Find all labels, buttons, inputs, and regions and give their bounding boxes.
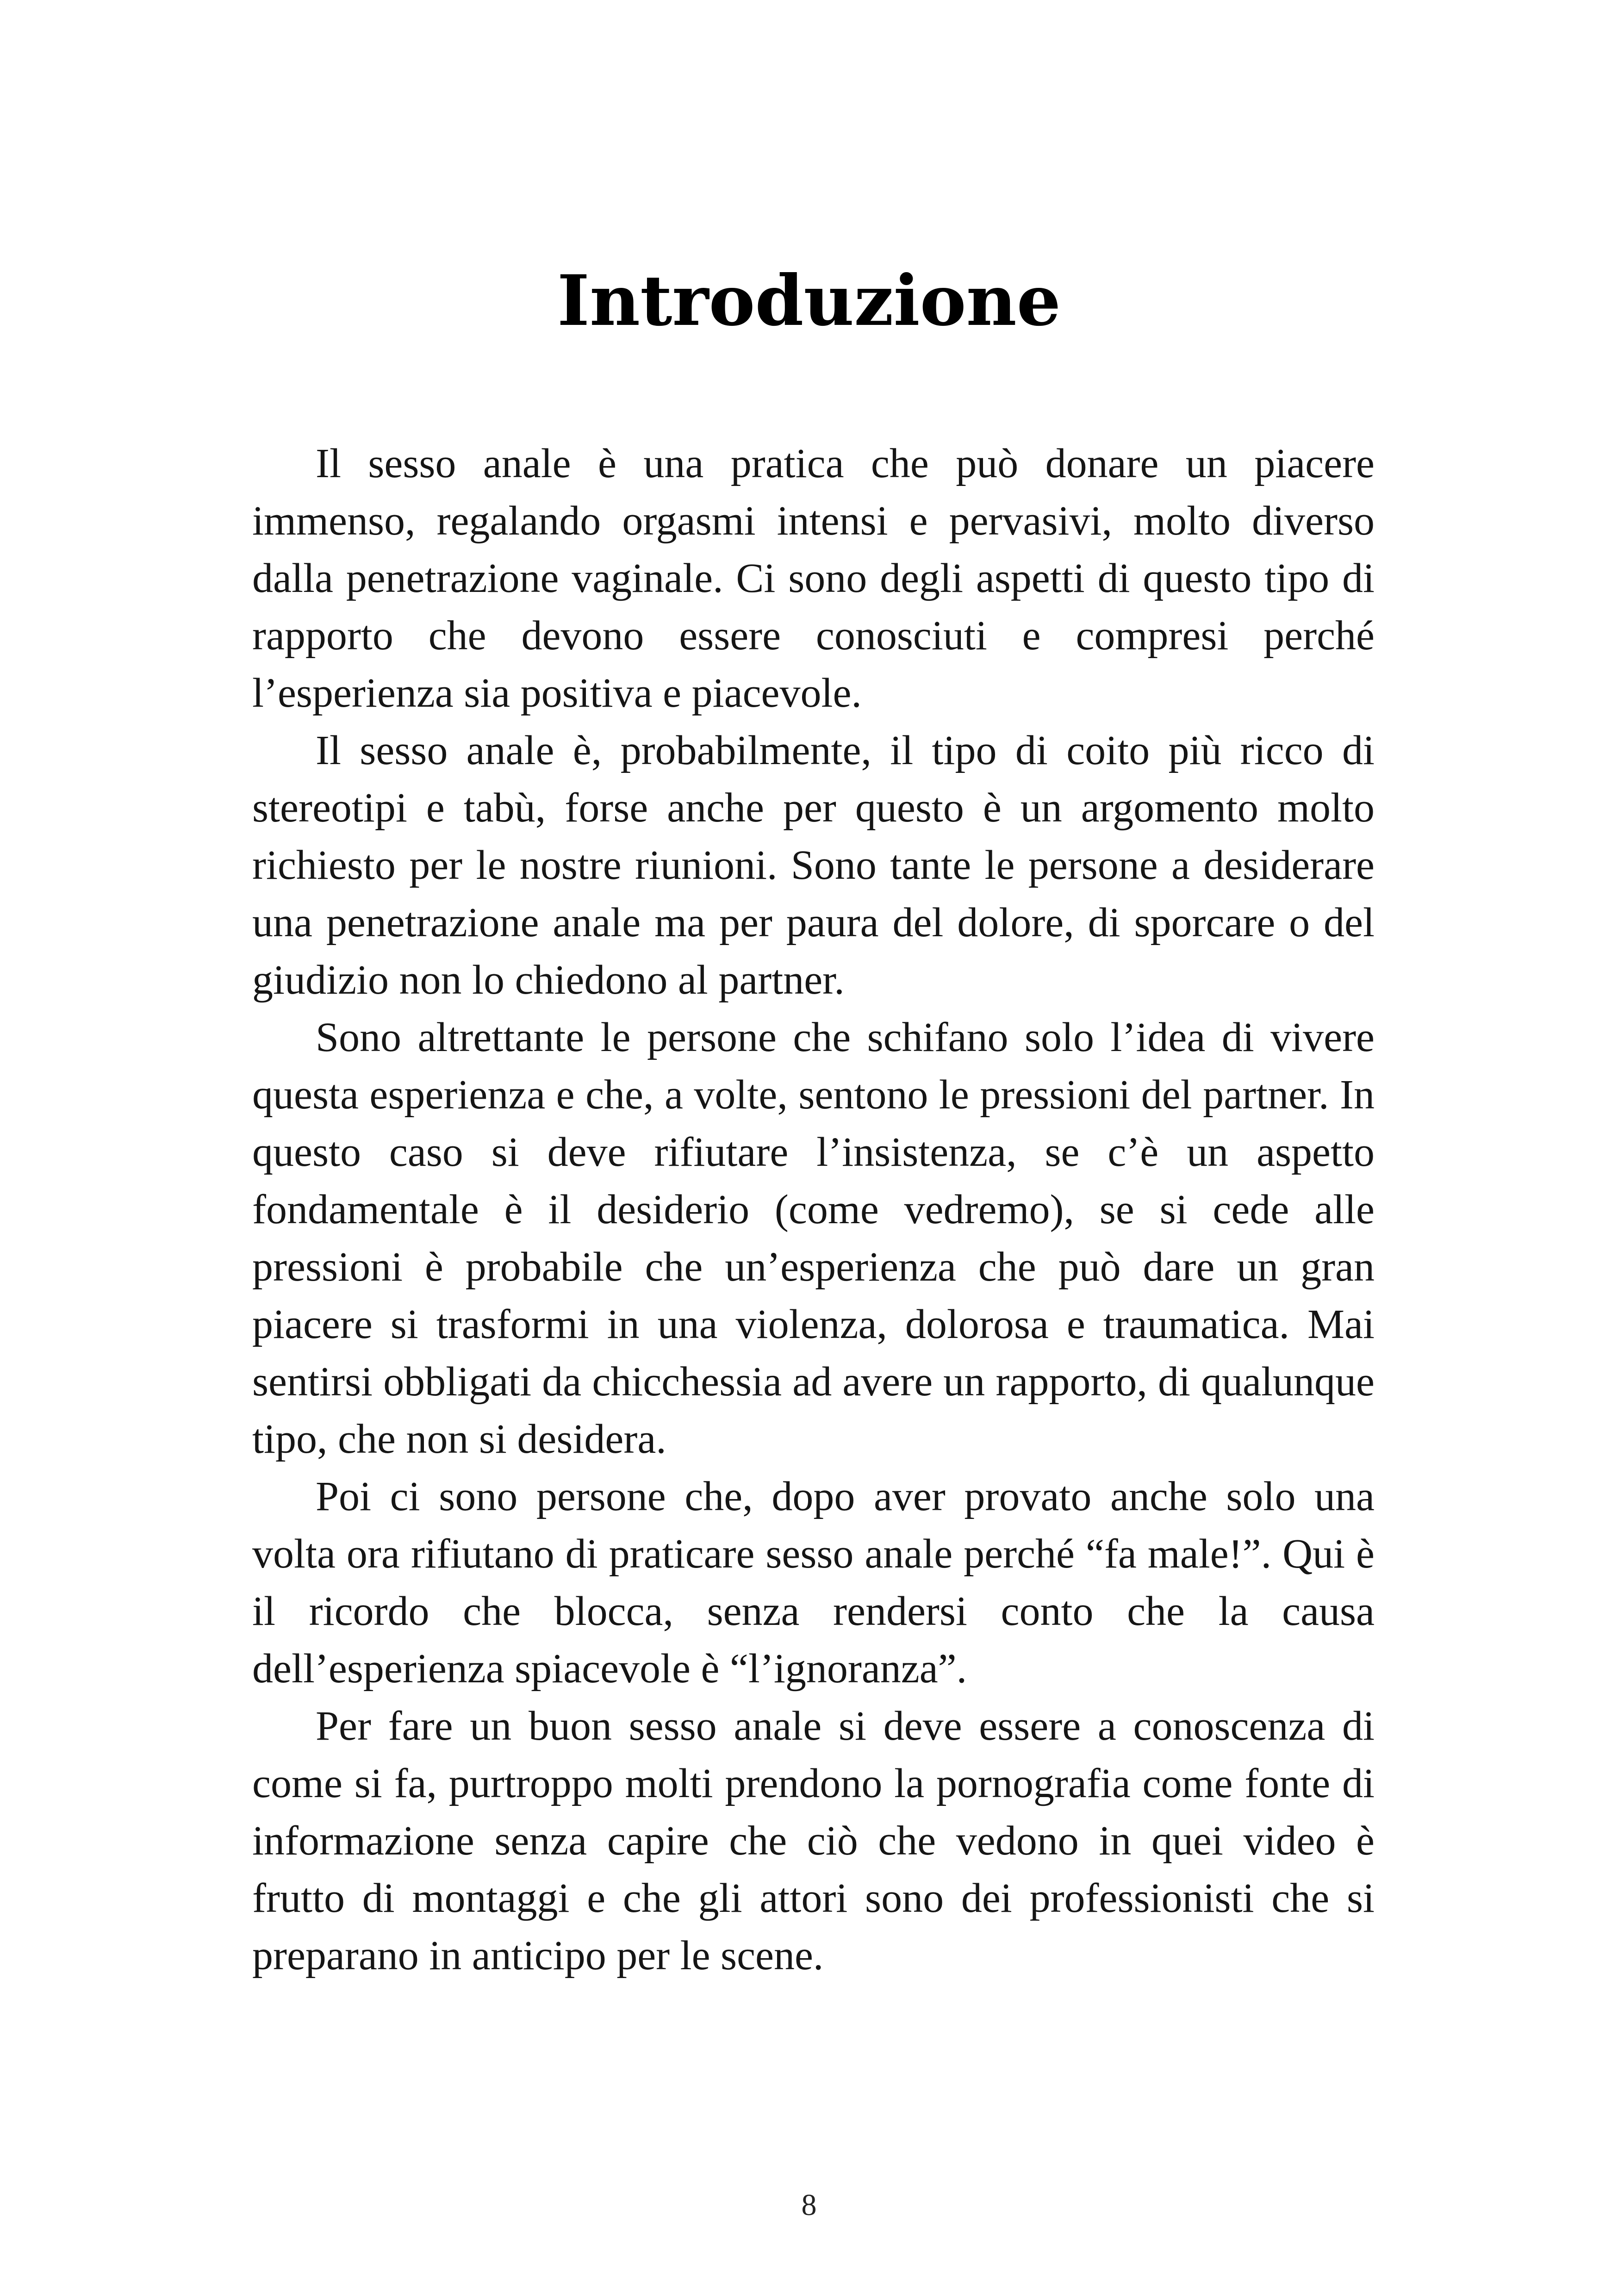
paragraph: Sono altrettante le persone che schifano solo l’idea di vivere questa esperienza e che, a volte, sentono le pressioni del partner. In questo caso si deve rifiutare l’insistenza, se c’è un aspetto fondamentale è il desiderio (come vedremo), se si cede alle pressioni è probabile che un’esperienza che può dare un gran piacere si trasformi in una violenza, dolorosa e traumatica. Mai sentirsi obbligati da chicchessia ad avere un rapporto, di qualunque tipo, che non si desidera.	[252, 1014, 1375, 1462]
paragraph: Il sesso anale è, probabilmente, il tipo di coito più ricco di stereotipi e tabù, forse anche per questo è un argomento molto richiesto per le nostre riunioni. Sono tante le persone a desiderare una penetrazione anale ma per paura del dolore, di sporcare o del giudizio non lo chiedono al partner.	[252, 728, 1375, 1003]
paragraph: Poi ci sono persone che, dopo aver provato anche solo una volta ora rifiutano di praticare sesso anale perché “fa male!”. Qui è il ricordo che blocca, senza rendersi conto che la causa dell’esperienza spiacevole è “l’ignoranza”.	[252, 1474, 1375, 1692]
paragraph: Per fare un buon sesso anale si deve essere a conoscenza di come si fa, purtroppo molti prendono la pornografia come fonte di informazione senza capire che ciò che vedono in quei video è frutto di montaggi e che gli attori sono dei professionisti che si preparano in anticipo per le scene.	[252, 1703, 1375, 1979]
paragraph: Il sesso anale è una pratica che può donare un piacere immenso, regalando orgasmi intensi e pervasivi, molto diverso dalla penetrazione vaginale. Ci sono degli aspetti di questo tipo di rapporto che devono essere conosciuti e compresi perché l’esperienza sia positiva e piacevole.	[252, 441, 1375, 716]
chapter-title: Introduzione	[557, 260, 1061, 342]
chapter-body	[252, 435, 1375, 1985]
page-number: 8	[801, 2188, 817, 2222]
